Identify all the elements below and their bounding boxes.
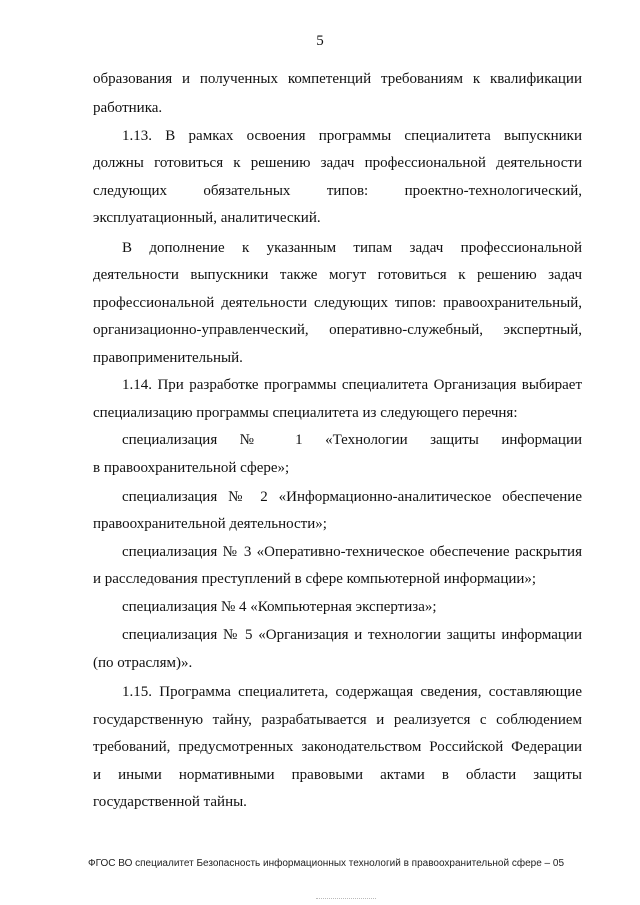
page-number: 5 — [316, 33, 324, 49]
text-line: правоприменительный. — [93, 350, 243, 366]
text-line: 1.14. При разработке программы специалитета Организация выбирает — [122, 377, 582, 393]
text-line: 1.13. В рамках освоения программы специалитета выпускники — [122, 128, 582, 144]
text-line: эксплуатационный, аналитический. — [93, 210, 321, 226]
text-line: специализация № 4 «Компьютерная экспертиза»; — [122, 599, 437, 615]
text-line: В дополнение к указанным типам задач профессиональной — [122, 240, 582, 256]
text-line: специализация № 2 «Информационно-аналитическое обеспечение — [122, 489, 582, 505]
text-line: специализацию программы специалитета из следующего перечня: — [93, 405, 518, 421]
text-line: и иными нормативными правовыми актами в области защиты — [93, 767, 582, 783]
text-line: специализация № 3 «Оперативно-техническое обеспечение раскрытия — [122, 544, 582, 560]
text-line: специализация № 1 «Технологии защиты информации — [122, 432, 582, 448]
text-line: государственной тайны. — [93, 794, 247, 810]
text-line: следующих обязательных типов: проектно-технологический, — [93, 183, 582, 199]
text-line: деятельности выпускники также могут готовиться к решению задач — [93, 267, 582, 283]
text-line: правоохранительной деятельности»; — [93, 516, 327, 532]
page-footer: ФГОС ВО специалитет Безопасность информационных технологий в правоохранительной сфере – 05 — [88, 858, 565, 869]
text-line: специализация № 5 «Организация и технологии защиты информации — [122, 627, 582, 643]
text-line: образования и полученных компетенций требованиям к квалификации — [93, 71, 582, 87]
text-line: в правоохранительной сфере»; — [93, 460, 290, 476]
scan-artifact — [316, 898, 376, 901]
text-line: должны готовиться к решению задач профессиональной деятельности — [93, 155, 582, 171]
text-line: и расследования преступлений в сфере компьютерной информации»; — [93, 571, 537, 587]
text-line: организационно-управленческий, оперативно-служебный, экспертный, — [93, 322, 582, 338]
text-line: государственную тайну, разрабатывается и реализуется с соблюдением — [93, 712, 582, 728]
text-line: работника. — [93, 100, 163, 116]
text-line: 1.15. Программа специалитета, содержащая сведения, составляющие — [122, 684, 582, 700]
text-line: требований, предусмотренных законодательством Российской Федерации — [93, 739, 582, 755]
text-line: (по отраслям)». — [93, 655, 193, 671]
text-line: профессиональной деятельности следующих типов: правоохранительный, — [93, 295, 582, 311]
